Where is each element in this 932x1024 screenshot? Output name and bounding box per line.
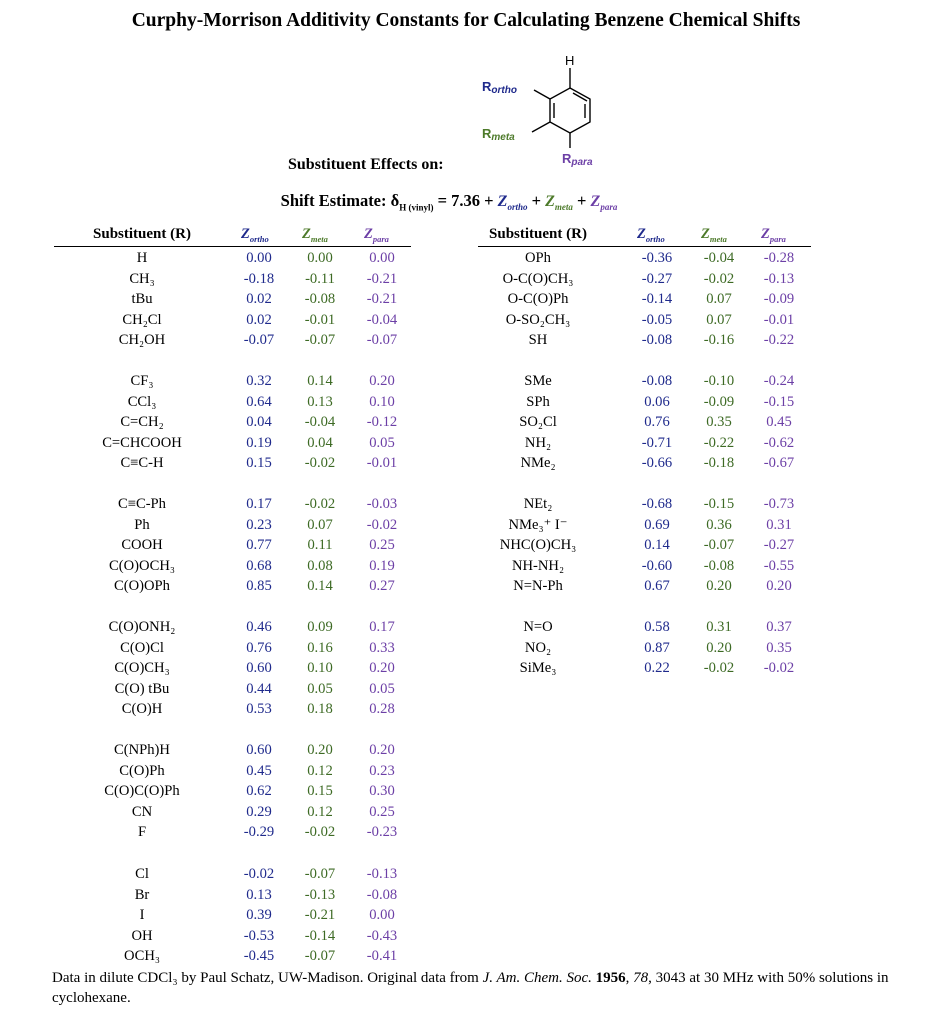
substituent-cell: CN [131, 803, 153, 820]
z-para-cell: 0.20 [369, 373, 395, 389]
z-para-cell: -0.12 [366, 414, 398, 431]
substituent-cell: SO₂Cl [519, 414, 557, 431]
right-z-meta-header: $Z_{meta}$ [701, 226, 727, 244]
substituent-cell: C≡C-H [120, 455, 164, 472]
z-para-cell: -0.62 [763, 434, 795, 451]
z-para-cell: -0.28 [763, 250, 795, 266]
z-para-cell: -0.01 [763, 311, 795, 328]
z-meta-cell: -0.11 [305, 270, 335, 287]
substituent-cell: C(O)Ph [119, 762, 165, 779]
z-ortho-cell: 0.32 [246, 373, 272, 389]
substituent-cell: N=N-Ph [513, 578, 563, 595]
z-ortho-cell: 0.39 [246, 907, 272, 924]
z-meta-cell: -0.02 [703, 270, 735, 287]
z-para-cell: -0.15 [763, 393, 795, 410]
r-para-label: Rpara [562, 151, 593, 168]
substituent-cell: C(O)CH₃ [114, 660, 170, 677]
z-meta-cell: 0.31 [706, 619, 732, 635]
z-para-cell: 0.35 [766, 639, 792, 656]
z-para-cell: -0.67 [763, 455, 795, 472]
z-ortho-cell: -0.08 [641, 373, 673, 389]
z-ortho-cell: 0.19 [246, 434, 272, 451]
substituent-cell: SPh [526, 393, 550, 410]
z-meta-cell: -0.04 [703, 250, 735, 266]
z-meta-cell: 0.09 [307, 619, 333, 635]
right-substituent-header: Substituent (R) [489, 226, 587, 242]
z-ortho-cell: -0.08 [641, 332, 673, 349]
substituent-cell: C=CHCOOH [102, 434, 182, 451]
substituent-cell: NH₂ [524, 434, 552, 451]
z-meta-cell: -0.04 [304, 414, 336, 431]
substituent-cell: I [139, 907, 145, 924]
z-para-cell: 0.17 [369, 619, 395, 635]
z-meta-cell: 0.12 [307, 762, 333, 779]
substituent-cell: CH₃ [129, 270, 155, 287]
z-ortho-cell: 0.02 [246, 311, 272, 328]
left-substituent-header: Substituent (R) [93, 226, 191, 242]
z-meta-cell: 0.10 [307, 660, 333, 677]
substituent-cell: OCH₃ [124, 948, 160, 965]
z-ortho-cell: 0.62 [246, 783, 272, 800]
z-ortho-cell: 0.04 [246, 414, 272, 431]
z-meta-cell: -0.16 [703, 332, 735, 349]
z-meta-cell: 0.14 [307, 578, 333, 595]
substituent-cell: C(O)Cl [120, 639, 164, 656]
z-ortho-cell: -0.05 [641, 311, 673, 328]
z-ortho-cell: 0.69 [644, 516, 670, 533]
z-meta-cell: -0.10 [703, 373, 735, 389]
z-para-cell: 0.45 [766, 414, 792, 431]
right-z-ortho-header: $Z_{ortho}$ [637, 226, 665, 244]
substituent-effects-label: Substituent Effects on: [288, 156, 444, 173]
z-para-cell: 0.00 [369, 907, 395, 924]
z-meta-cell: 0.15 [307, 783, 333, 800]
z-ortho-cell: -0.07 [243, 332, 275, 349]
z-para-cell: 0.30 [369, 783, 395, 800]
substituent-cell: NO₂ [524, 639, 552, 656]
z-meta-cell: 0.20 [706, 639, 732, 656]
substituent-cell: CH₂Cl [122, 311, 162, 328]
z-meta-cell: 0.07 [307, 516, 333, 533]
z-para-cell: 0.33 [369, 639, 395, 656]
z-para-cell: -0.07 [366, 332, 398, 349]
z-ortho-cell: 0.85 [246, 578, 272, 595]
z-ortho-cell: -0.36 [641, 250, 673, 266]
z-ortho-cell: 0.64 [246, 393, 272, 410]
z-meta-cell: 0.18 [307, 701, 333, 718]
substituent-cell: NEt₂ [523, 496, 553, 512]
z-meta-cell: 0.11 [307, 537, 333, 554]
bond-ortho [534, 90, 550, 99]
z-ortho-cell: -0.53 [243, 927, 275, 944]
left-z-meta-header: $Z_{meta}$ [302, 226, 328, 244]
z-ortho-cell: -0.18 [243, 270, 275, 287]
z-meta-cell: -0.02 [703, 660, 735, 677]
z-para-cell: -0.55 [763, 557, 795, 574]
z-para-cell: -0.73 [763, 496, 795, 512]
z-ortho-cell: 0.17 [246, 496, 272, 512]
z-ortho-cell: -0.60 [641, 557, 673, 574]
substituent-cell: O-C(O)Ph [507, 291, 569, 308]
page-title: Curphy-Morrison Additivity Constants for Calculating Benzene Chemical Shifts [131, 10, 801, 31]
z-meta-cell: -0.07 [304, 866, 336, 882]
z-meta-cell: 0.04 [307, 434, 333, 451]
z-para-cell: -0.02 [763, 660, 795, 677]
z-para-cell: -0.43 [366, 927, 398, 944]
z-ortho-cell: -0.66 [641, 455, 673, 472]
z-para-cell: 0.27 [369, 578, 395, 595]
z-ortho-cell: 0.76 [246, 639, 272, 656]
right-header-rule [478, 246, 811, 247]
substituent-cell: SH [528, 332, 548, 349]
left-z-ortho-header: $Z_{ortho}$ [241, 226, 269, 244]
z-ortho-cell: 0.46 [246, 619, 272, 635]
benzene-ring [550, 88, 590, 133]
z-meta-cell: 0.07 [706, 291, 732, 308]
z-meta-cell: 0.07 [706, 311, 732, 328]
z-para-cell: -0.27 [763, 537, 795, 554]
z-ortho-cell: -0.02 [243, 866, 275, 882]
substituent-cell: Cl [135, 866, 149, 882]
z-para-cell: -0.03 [366, 496, 398, 512]
z-meta-cell: 0.08 [307, 557, 333, 574]
shift-estimate-equation: Shift Estimate: $\delta_{H (vinyl)} = 7.36 + Z_{ortho} + Z_{meta} + Z_{para}$ [280, 191, 618, 213]
substituent-cell: NMe₃⁺ I⁻ [508, 516, 568, 533]
substituent-cell: COOH [121, 537, 163, 554]
substituent-cell: C(O)ONH₂ [108, 619, 176, 635]
z-ortho-cell: 0.13 [246, 886, 272, 903]
substituent-cell: F [137, 824, 147, 841]
z-ortho-cell: 0.87 [644, 639, 670, 656]
z-ortho-cell: 0.06 [644, 393, 670, 410]
substituent-cell: SiMe₃ [519, 660, 557, 677]
substituent-cell: O-SO₂CH₃ [505, 311, 571, 328]
z-para-cell: -0.13 [366, 866, 398, 882]
z-meta-cell: -0.18 [703, 455, 735, 472]
z-meta-cell: -0.07 [304, 948, 336, 965]
substituent-cell: C(O)C(O)Ph [104, 783, 180, 800]
z-ortho-cell: 0.22 [644, 660, 670, 677]
substituent-cell: C(O)OCH₃ [109, 557, 175, 574]
z-ortho-cell: 0.53 [246, 701, 272, 718]
substituent-cell: C(O) tBu [114, 680, 170, 697]
benzene-structure [470, 46, 630, 176]
z-meta-cell: 0.00 [307, 250, 333, 266]
z-para-cell: -0.08 [366, 886, 398, 903]
substituent-cell: CF₃ [130, 373, 154, 389]
z-ortho-cell: -0.27 [641, 270, 673, 287]
z-meta-cell: 0.20 [706, 578, 732, 595]
z-para-cell: -0.23 [366, 824, 398, 841]
z-meta-cell: -0.15 [703, 496, 735, 512]
substituent-cell: NHC(O)CH₃ [499, 537, 577, 554]
substituent-cell: Ph [134, 516, 150, 533]
z-ortho-cell: 0.23 [246, 516, 272, 533]
z-ortho-cell: -0.14 [641, 291, 673, 308]
z-para-cell: 0.20 [369, 660, 395, 677]
z-ortho-cell: 0.76 [644, 414, 670, 431]
z-ortho-cell: 0.68 [246, 557, 272, 574]
substituent-cell: C≡C-Ph [118, 496, 166, 512]
substituent-cell: NH-NH₂ [511, 557, 565, 574]
z-para-cell: 0.28 [369, 701, 395, 718]
substituent-cell: SMe [524, 373, 552, 389]
z-para-cell: 0.20 [766, 578, 792, 595]
z-meta-cell: 0.14 [307, 373, 333, 389]
z-meta-cell: 0.13 [307, 393, 333, 410]
z-ortho-cell: 0.44 [246, 680, 272, 697]
z-meta-cell: 0.12 [307, 803, 333, 820]
z-para-cell: -0.01 [366, 455, 398, 472]
r-meta-label: Rmeta [482, 126, 515, 143]
substituent-cell: C=CH₂ [120, 414, 164, 431]
z-meta-cell: -0.08 [304, 291, 336, 308]
substituent-cell: CH₂OH [118, 332, 166, 349]
substituent-cell: OPh [525, 250, 551, 266]
z-para-cell: 0.20 [369, 742, 395, 758]
z-meta-cell: -0.01 [304, 311, 336, 328]
substituent-cell: H [136, 250, 148, 266]
right-z-para-header: $Z_{para}$ [761, 226, 786, 244]
substituent-cell: CCl₃ [127, 393, 157, 410]
z-meta-cell: -0.02 [304, 455, 336, 472]
z-ortho-cell: -0.45 [243, 948, 275, 965]
z-ortho-cell: 0.45 [246, 762, 272, 779]
substituent-cell: N=O [523, 619, 553, 635]
z-ortho-cell: -0.71 [641, 434, 673, 451]
z-para-cell: -0.04 [366, 311, 398, 328]
z-para-cell: 0.25 [369, 537, 395, 554]
z-meta-cell: -0.02 [304, 496, 336, 512]
z-para-cell: 0.37 [766, 619, 792, 635]
z-para-cell: 0.00 [369, 250, 395, 266]
z-para-cell: 0.31 [766, 516, 792, 533]
z-meta-cell: 0.20 [307, 742, 333, 758]
z-para-cell: 0.05 [369, 680, 395, 697]
z-para-cell: 0.05 [369, 434, 395, 451]
z-meta-cell: -0.13 [304, 886, 336, 903]
z-meta-cell: -0.07 [703, 537, 735, 554]
z-meta-cell: 0.36 [706, 516, 732, 533]
z-ortho-cell: 0.67 [644, 578, 670, 595]
r-ortho-label: Rortho [482, 79, 517, 96]
substituent-cell: C(NPh)H [114, 742, 170, 758]
z-ortho-cell: -0.29 [243, 824, 275, 841]
z-para-cell: 0.10 [369, 393, 395, 410]
z-meta-cell: -0.22 [703, 434, 735, 451]
z-ortho-cell: 0.00 [246, 250, 272, 266]
z-meta-cell: -0.14 [304, 927, 336, 944]
z-para-cell: 0.23 [369, 762, 395, 779]
z-meta-cell: -0.08 [703, 557, 735, 574]
z-para-cell: -0.09 [763, 291, 795, 308]
z-para-cell: -0.13 [763, 270, 795, 287]
left-header-rule [54, 246, 411, 247]
h-label: H [565, 53, 575, 68]
substituent-cell: tBu [131, 291, 153, 308]
substituent-cell: Br [134, 886, 150, 903]
substituent-cell: O-C(O)CH₃ [502, 270, 574, 287]
z-para-cell: -0.24 [763, 373, 795, 389]
z-ortho-cell: -0.68 [641, 496, 673, 512]
substituent-cell: C(O)H [121, 701, 163, 718]
z-ortho-cell: 0.14 [644, 537, 670, 554]
substituent-cell: OH [131, 927, 153, 944]
z-para-cell: -0.21 [366, 270, 398, 287]
footer-note: Data in dilute CDCl₃ by Paul Schatz, UW-Madison. Original data from J. Am. Chem. Soc. 1956, 78, 3043 at 30 MHz with 50% solutions in cyclohexane. [52, 970, 889, 1006]
z-meta-cell: -0.02 [304, 824, 336, 841]
z-para-cell: -0.22 [763, 332, 795, 349]
z-para-cell: -0.02 [366, 516, 398, 533]
z-ortho-cell: 0.29 [246, 803, 272, 820]
z-meta-cell: 0.35 [706, 414, 732, 431]
z-meta-cell: 0.16 [307, 639, 333, 656]
z-para-cell: -0.41 [366, 948, 398, 965]
z-para-cell: -0.21 [366, 291, 398, 308]
z-ortho-cell: 0.02 [246, 291, 272, 308]
bond-meta [532, 122, 550, 132]
z-ortho-cell: 0.60 [246, 660, 272, 677]
substituent-cell: NMe₂ [520, 455, 556, 472]
z-meta-cell: -0.09 [703, 393, 735, 410]
z-ortho-cell: 0.60 [246, 742, 272, 758]
z-meta-cell: 0.05 [307, 680, 333, 697]
substituent-cell: C(O)OPh [114, 578, 170, 595]
z-para-cell: 0.25 [369, 803, 395, 820]
z-para-cell: 0.19 [369, 557, 395, 574]
left-z-para-header: $Z_{para}$ [364, 226, 389, 244]
z-meta-cell: -0.07 [304, 332, 336, 349]
z-ortho-cell: 0.15 [246, 455, 272, 472]
z-ortho-cell: 0.77 [246, 537, 272, 554]
z-ortho-cell: 0.58 [644, 619, 670, 635]
z-meta-cell: -0.21 [304, 907, 336, 924]
